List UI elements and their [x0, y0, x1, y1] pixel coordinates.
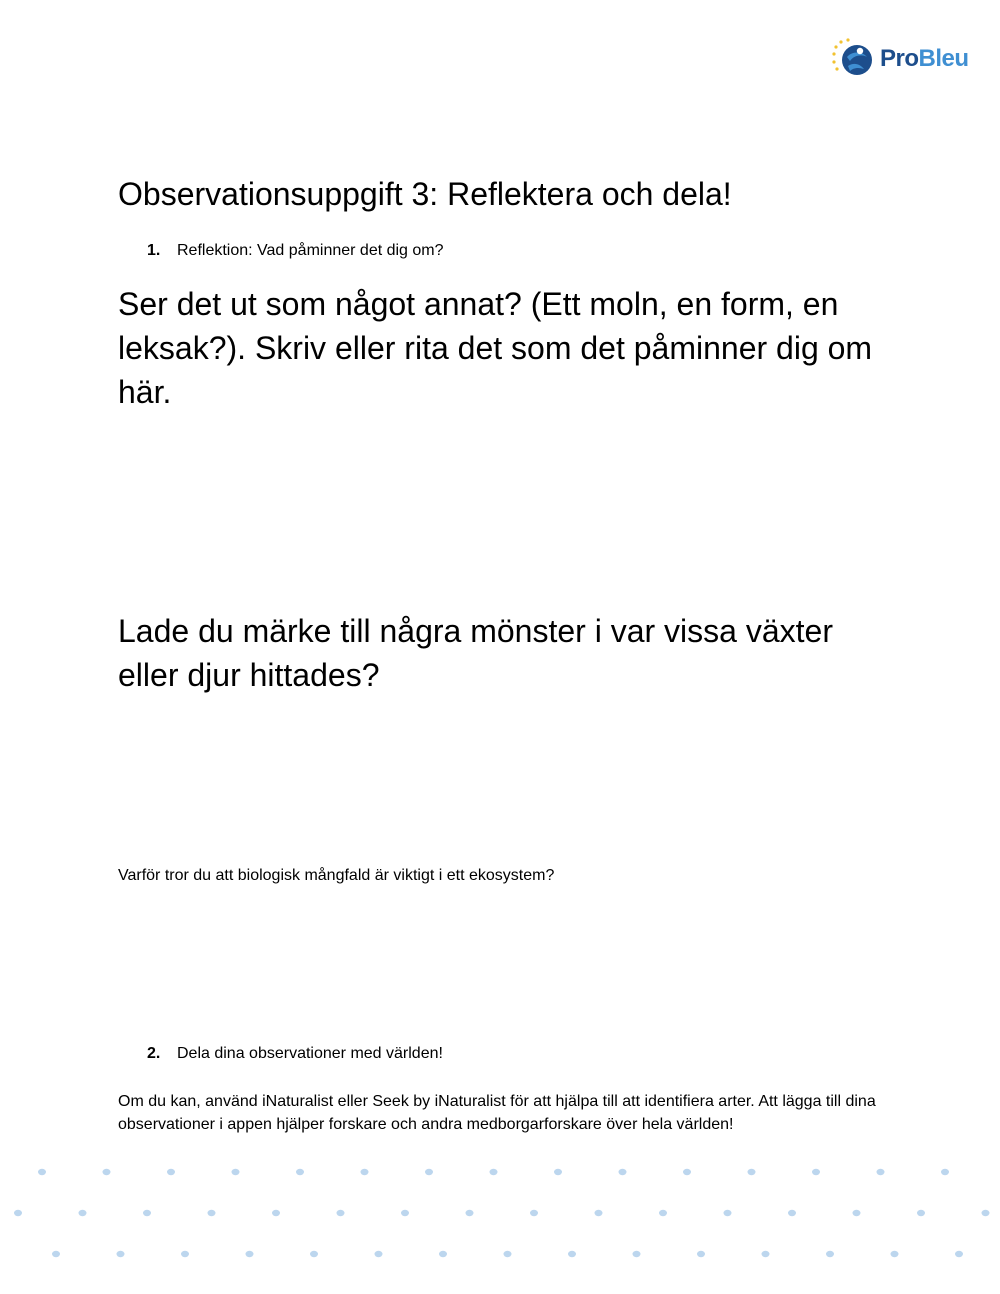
decorative-dot [38, 1169, 46, 1175]
list-item-reflection [147, 240, 444, 262]
decorative-dot [762, 1251, 770, 1257]
decorative-dot [826, 1251, 834, 1257]
decorative-dot [79, 1210, 87, 1216]
list-item-share [147, 1043, 443, 1065]
decorative-dot [246, 1251, 254, 1257]
decorative-dot [877, 1169, 885, 1175]
decorative-dot [466, 1210, 474, 1216]
decorative-dot [633, 1251, 641, 1257]
decorative-dot [982, 1210, 990, 1216]
decorative-dot [683, 1169, 691, 1175]
decorative-dot [595, 1210, 603, 1216]
decorative-dot [619, 1169, 627, 1175]
decorative-dot [748, 1169, 756, 1175]
list-number: 1. [147, 242, 161, 259]
inaturalist-paragraph: Om du kan, använd iNaturalist eller Seek by iNaturalist för att hjälpa till att identifiera arter. Att lägga till dina observationer i appen hjälper forskare och andra medborgarforskare över hela världen! [118, 1093, 876, 1133]
decorative-dot [117, 1251, 125, 1257]
logo-text-pro: Pro [880, 45, 919, 72]
decorative-dot [530, 1210, 538, 1216]
decorative-dot-pattern [0, 1150, 1000, 1294]
logo-text-bleu: Bleu [918, 45, 969, 72]
list-number: 2. [147, 1045, 161, 1062]
decorative-dot [167, 1169, 175, 1175]
decorative-dot [143, 1210, 151, 1216]
question-patterns: Lade du märke till några mönster i var vissa växter eller djur hittades? [118, 613, 833, 693]
decorative-dot [853, 1210, 861, 1216]
decorative-dot [941, 1169, 949, 1175]
decorative-dot [272, 1210, 280, 1216]
decorative-dot [891, 1251, 899, 1257]
decorative-dot [724, 1210, 732, 1216]
decorative-dot [337, 1210, 345, 1216]
decorative-dot [697, 1251, 705, 1257]
decorative-dot [568, 1251, 576, 1257]
decorative-dot [554, 1169, 562, 1175]
decorative-dot [425, 1169, 433, 1175]
decorative-dot [310, 1251, 318, 1257]
decorative-dot [52, 1251, 60, 1257]
decorative-dot [439, 1251, 447, 1257]
page-title: Observationsuppgift 3: Reflektera och dela! [118, 176, 732, 212]
decorative-dot [917, 1210, 925, 1216]
decorative-dot [375, 1251, 383, 1257]
decorative-dot [490, 1169, 498, 1175]
list-item-text: Reflektion: Vad påminner det dig om? [177, 242, 444, 259]
decorative-dot [812, 1169, 820, 1175]
probleu-logo [830, 36, 980, 82]
decorative-dot [659, 1210, 667, 1216]
decorative-dot [208, 1210, 216, 1216]
decorative-dot [181, 1251, 189, 1257]
decorative-dot [788, 1210, 796, 1216]
decorative-dot [232, 1169, 240, 1175]
decorative-dot [14, 1210, 22, 1216]
decorative-dot [955, 1251, 963, 1257]
decorative-dot [361, 1169, 369, 1175]
question-reminds-of: Ser det ut som något annat? (Ett moln, en form, en leksak?). Skriv eller rita det som det påminner dig om här. [118, 286, 873, 410]
logo-text [880, 45, 969, 73]
list-item-text: Dela dina observationer med världen! [177, 1045, 443, 1062]
decorative-dot [103, 1169, 111, 1175]
probleu-emblem-icon [830, 37, 874, 81]
decorative-dot [504, 1251, 512, 1257]
decorative-dot [296, 1169, 304, 1175]
question-biodiversity: Varför tror du att biologisk mångfald är viktigt i ett ekosystem? [118, 867, 555, 884]
decorative-dot [401, 1210, 409, 1216]
